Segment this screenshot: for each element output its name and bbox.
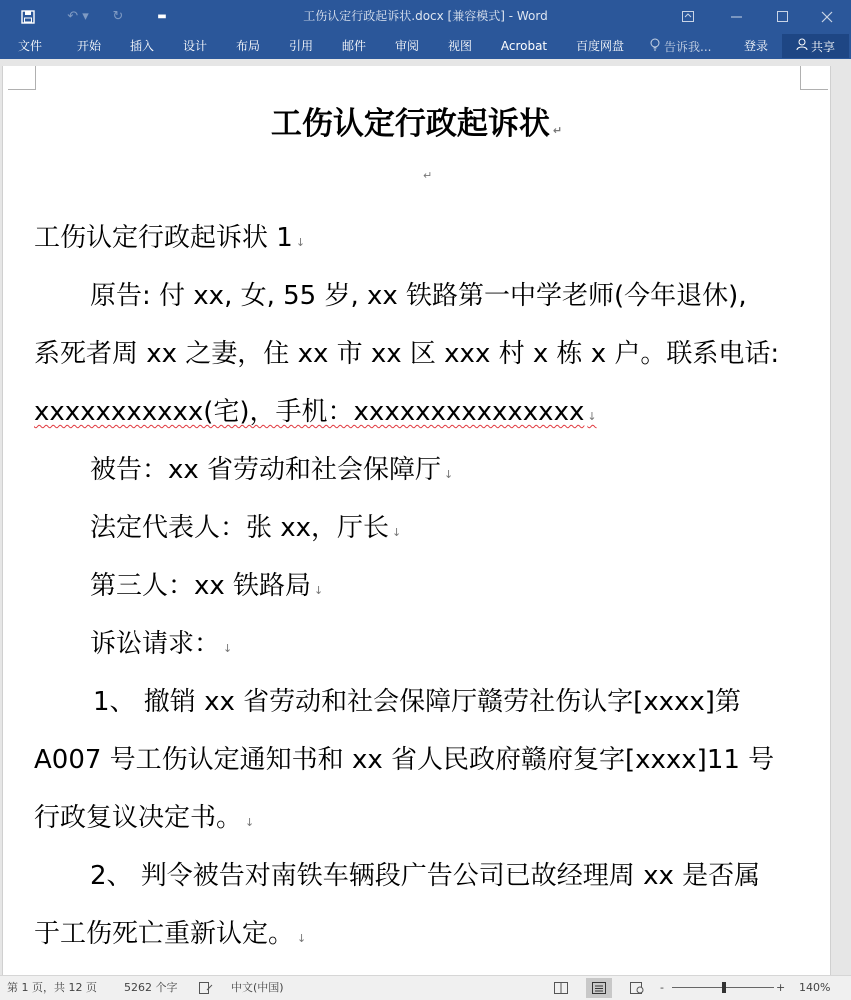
proofing-icon[interactable] [199,976,213,1000]
doc-line-13: 于工伤死亡重新认定。 ↓ [34,919,307,949]
doc-line-10: A007 号工伤认定通知书和 xx 省人民政府赣府复字[xxxx]11 号 [34,745,775,775]
status-bar [0,975,851,1000]
print-layout-icon[interactable] [586,978,612,998]
tab-insert[interactable]: 插入 [129,39,154,53]
web-layout-icon[interactable] [624,978,650,998]
language-indicator[interactable]: 中文(中国) [231,981,284,994]
tab-view[interactable]: 视图 [447,39,472,53]
zoom-in-button[interactable]: + [776,981,786,994]
doc-line-8: 诉讼请求： ↓ [90,629,233,659]
read-mode-icon[interactable] [548,978,574,998]
tab-layout[interactable]: 布局 [235,39,260,53]
zoom-out-button[interactable]: - [660,981,664,994]
doc-line-4: xxxxxxxxxxx(宅)，手机：xxxxxxxxxxxxxxx ↓ [34,397,597,427]
vertical-scrollbar[interactable] [833,59,851,975]
doc-line-11: 行政复议决定书。 ↓ [34,803,255,833]
doc-line-2: 原告: 付 xx, 女, 55 岁, xx 铁路第一中学老师(今年退休), [90,281,747,311]
tab-references[interactable]: 引用 [288,39,313,53]
tell-me-label: 告诉我... [664,39,712,54]
title-bar [0,0,851,33]
crop-mark-top-right [800,66,828,90]
tab-mailings[interactable]: 邮件 [341,39,366,53]
doc-line-7: 第三人：xx 铁路局 ↓ [90,571,324,601]
document-canvas[interactable] [0,59,851,975]
save-icon[interactable] [14,0,42,33]
redo-icon[interactable]: ↻ [112,9,124,24]
doc-line-6: 法定代表人：张 xx，厅长 ↓ [90,513,402,543]
tab-baidu-netdisk[interactable]: 百度网盘 [575,39,624,53]
doc-line-12: 2、 判令被告对南铁车辆段广告公司已故经理周 xx 是否属 [90,861,761,891]
share-label: 共享 [810,39,835,54]
crop-mark-top-left [8,66,36,90]
document-heading: 工伤认定行政起诉状 ↵ [270,106,563,142]
window-title: 工伤认定行政起诉状.docx [兼容模式] - Word [303,9,548,23]
ribbon-display-icon[interactable] [668,0,708,33]
maximize-icon[interactable] [762,0,802,33]
doc-line-3: 系死者周 xx 之妻，住 xx 市 xx 区 xxx 村 x 栋 x 户。联系电话: [34,339,780,369]
tell-me-box[interactable] [650,33,711,59]
lightbulb-icon [650,38,660,54]
close-icon[interactable] [807,0,847,33]
tab-file[interactable]: 文件 [17,39,42,53]
word-count[interactable]: 5262 个字 [124,981,178,994]
tab-home[interactable]: 开始 [76,39,101,53]
doc-line-5: 被告：xx 省劳动和社会保障厅 ↓ [90,455,454,485]
doc-line-1: 工伤认定行政起诉状 1 ↓ [34,223,306,253]
document-page[interactable] [2,66,831,975]
customize-icon[interactable]: ▬ [157,11,167,22]
undo-icon[interactable]: ↶ ▾ [67,9,89,24]
login-button[interactable]: 登录 [744,39,769,53]
zoom-level[interactable]: 140% [799,981,831,994]
empty-paragraph-mark: ↵ [423,169,433,182]
tab-design[interactable]: 设计 [182,39,207,53]
doc-line-9: 1、 撤销 xx 省劳动和社会保障厅赣劳社伤认字[xxxx]第 [93,687,741,717]
tab-review[interactable]: 审阅 [394,39,419,53]
page-count[interactable]: 第 1 页，共 12 页 [7,981,97,994]
tab-acrobat[interactable]: Acrobat [500,39,548,53]
minimize-icon[interactable] [716,0,756,33]
person-icon [796,38,808,54]
ribbon-tabs [0,33,851,59]
zoom-slider-knob[interactable] [722,982,726,993]
share-button[interactable] [782,34,849,58]
